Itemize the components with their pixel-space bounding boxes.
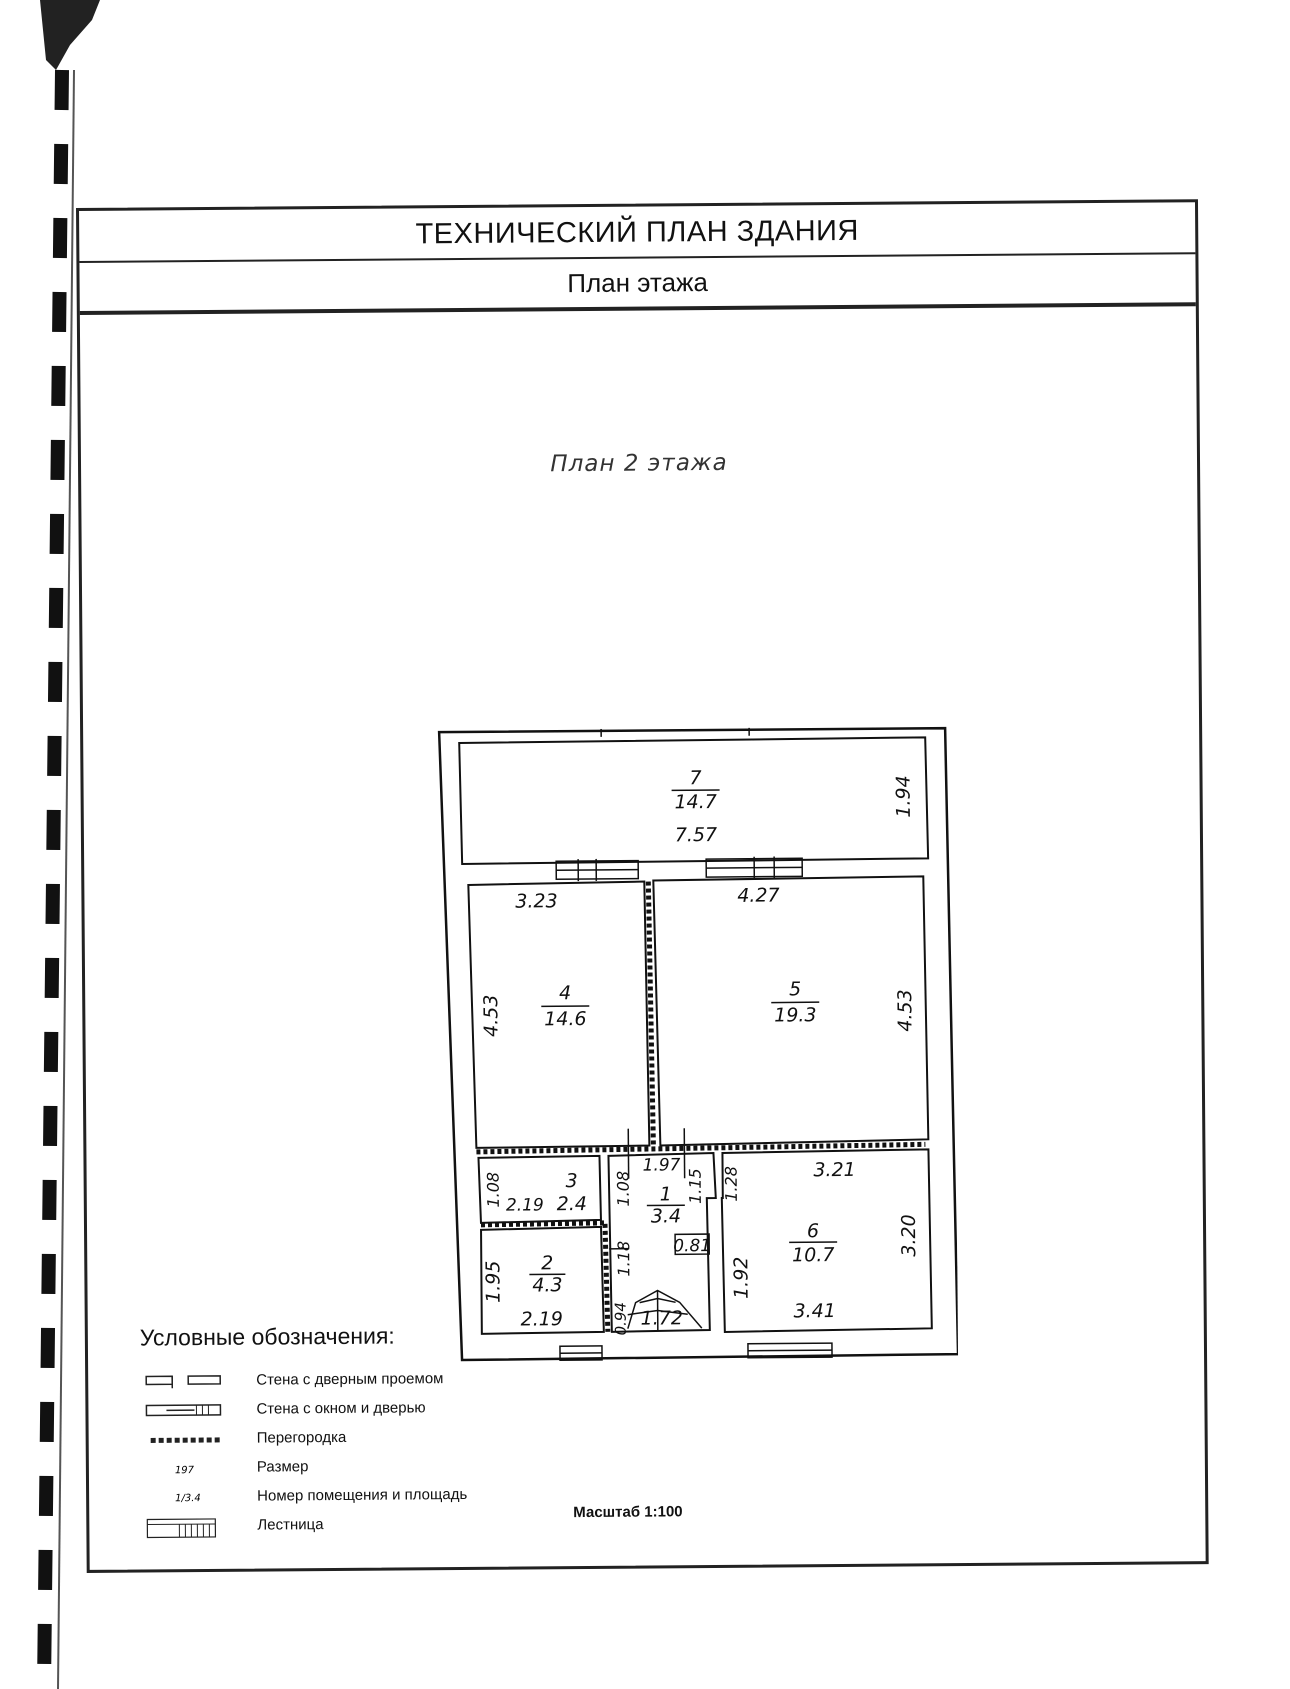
dimension-label: 3.23 <box>515 890 558 913</box>
dimension-label: 1.92 <box>730 1256 753 1300</box>
room-6-area: 10.7 <box>792 1244 835 1267</box>
dimension-label: 3.21 <box>813 1158 856 1182</box>
dimension-label: 4.53 <box>480 994 503 1038</box>
page-title: ТЕХНИЧЕСКИЙ ПЛАН ЗДАНИЯ <box>79 202 1195 263</box>
legend-label: Стена с окном и дверью <box>256 1399 426 1418</box>
wall-window-door-icon <box>144 1399 224 1424</box>
dimension-label: 0.81 <box>673 1236 712 1257</box>
dimension-label: 1.15 <box>685 1168 705 1205</box>
scale-label: Масштаб 1:100 <box>573 1503 683 1522</box>
legend-label: Номер помещения и площадь <box>257 1485 468 1505</box>
room-7-area: 14.7 <box>674 790 717 814</box>
room-3-area: 2.4 <box>556 1193 588 1216</box>
legend-label: Перегородка <box>256 1428 347 1447</box>
dimension-label: 1.08 <box>613 1170 633 1207</box>
dimension-label: 4.53 <box>894 989 917 1032</box>
room-1-area: 3.4 <box>650 1205 682 1228</box>
room-1-number: 1 <box>659 1183 672 1206</box>
legend-item <box>145 1424 745 1458</box>
legend-label: Стена с дверным проемом <box>256 1370 444 1389</box>
dimension-label: 7.57 <box>674 823 718 847</box>
drawing-frame <box>76 199 1209 1573</box>
staircase-icon <box>145 1515 225 1540</box>
page-subtitle: План этажа <box>79 252 1195 315</box>
room-5-number: 5 <box>789 978 802 1001</box>
dimension-label: 3.20 <box>897 1214 921 1257</box>
dimension-icon <box>145 1457 225 1482</box>
legend-item <box>144 1366 744 1400</box>
room-6-number: 6 <box>806 1220 820 1243</box>
floor-plan <box>435 726 958 1364</box>
room-7-number: 7 <box>689 767 702 790</box>
legend-item <box>145 1453 745 1487</box>
room-5-area: 19.3 <box>774 1004 817 1027</box>
dimension-label: 1.97 <box>642 1155 681 1176</box>
room-2-number: 2 <box>541 1252 554 1275</box>
legend-title: Условные обозначения: <box>139 1322 395 1351</box>
dimension-label: 1.08 <box>483 1171 503 1208</box>
room-3-number: 3 <box>565 1170 578 1193</box>
legend-item <box>144 1395 744 1429</box>
room-4-number: 4 <box>559 982 572 1005</box>
partition-icon <box>145 1428 225 1453</box>
dimension-label: 2.19 <box>505 1195 544 1216</box>
dimension-label: 3.41 <box>793 1300 836 1323</box>
legend-label: Размер <box>256 1458 309 1476</box>
dimension-symbol: 197 <box>174 1465 195 1477</box>
room-2-area: 4.3 <box>532 1274 563 1297</box>
dimension-label: 1.72 <box>640 1307 683 1330</box>
room-number-symbol: 1/3.4 <box>175 1493 201 1505</box>
dimension-label: 0.94 <box>611 1301 630 1336</box>
dimension-label: 1.28 <box>721 1165 741 1202</box>
dimension-label: 2.19 <box>520 1308 563 1331</box>
room-4-area: 14.6 <box>544 1008 587 1031</box>
dimension-label: 1.95 <box>482 1260 505 1303</box>
room-number-icon <box>145 1486 225 1511</box>
dimension-label: 1.94 <box>892 775 915 818</box>
legend-label: Лестница <box>257 1516 324 1534</box>
plan-caption: План 2 этажа <box>550 449 728 478</box>
dimension-label: 4.27 <box>737 884 780 907</box>
wall-door-icon <box>144 1370 224 1395</box>
dimension-label: 1.18 <box>614 1240 634 1277</box>
